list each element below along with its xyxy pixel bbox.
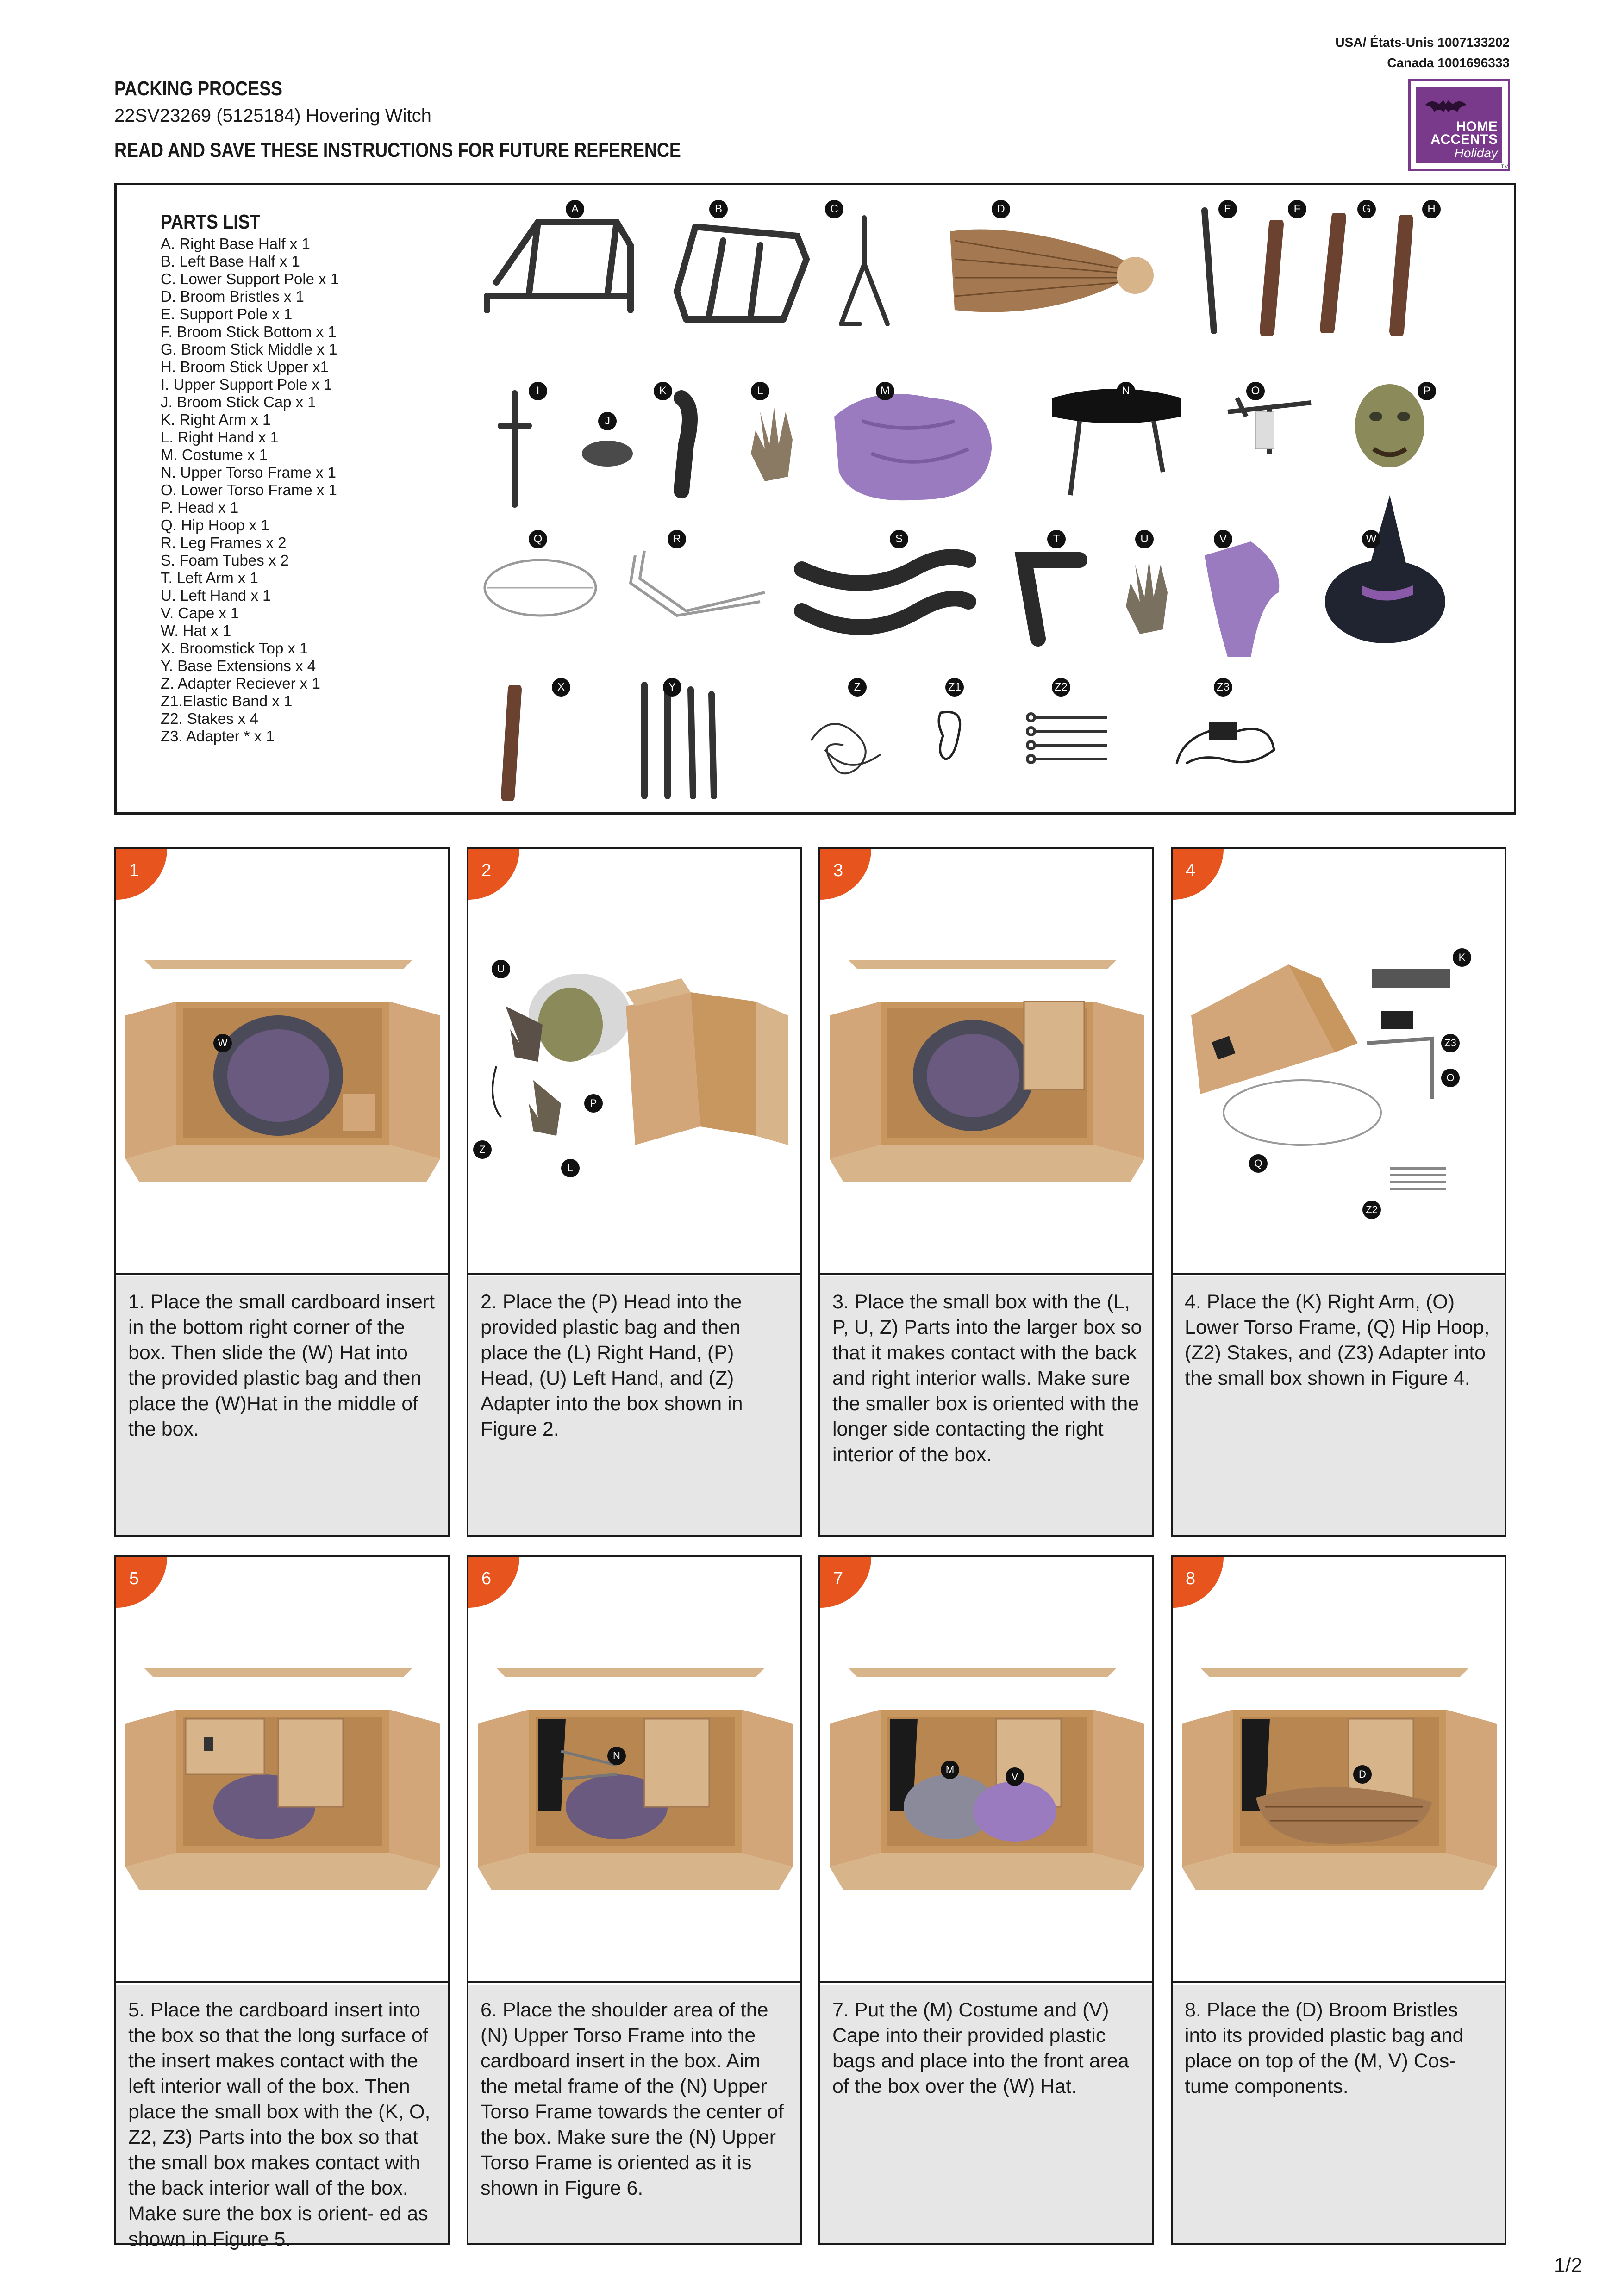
open-box-illustration (125, 1659, 440, 1899)
part-item: H. Broom Stick Upper x1 (161, 358, 329, 375)
costume-illustration (816, 380, 1010, 509)
part-item: F. Broom Stick Bottom x 1 (161, 323, 337, 340)
part-label-y: Y (663, 678, 681, 697)
broom-stick-cap-illustration (580, 435, 635, 472)
left-base-half-illustration (668, 208, 825, 333)
part-item: Z. Adapter Reciever x 1 (161, 675, 320, 692)
step-card (114, 847, 450, 1537)
part-label-u: U (1135, 530, 1154, 548)
callout-q: Q (1249, 1154, 1268, 1173)
step-badge (468, 849, 519, 900)
right-arm-illustration (654, 389, 709, 500)
step-card (467, 847, 802, 1537)
step-text: 3. Place the small box with the (L, P, U, Z) Parts into the larger box so that it makes contact with the back and right interior walls. Make sure the smaller box is oriented with the longer side contacting the right interior of the box. (820, 1276, 1152, 1535)
part-label-i: I (529, 382, 547, 400)
part-item: P. Head x 1 (161, 499, 239, 516)
part-label-s: S (890, 530, 908, 548)
step-figure (1173, 1557, 1505, 1983)
step-figure (468, 849, 800, 1275)
step-number: 4 (1186, 861, 1196, 880)
model-line: 22SV23269 (5125184) Hovering Witch (114, 106, 431, 126)
broomstick-top-illustration (494, 685, 531, 801)
step-figure (820, 1557, 1152, 1983)
logo-line-2: ACCENTS (1430, 132, 1498, 147)
upper-support-pole-illustration (496, 389, 533, 509)
part-item: W. Hat x 1 (161, 622, 231, 639)
left-hand-illustration (1117, 555, 1177, 639)
part-label-z1: Z1 (945, 678, 964, 697)
step-card (1171, 847, 1506, 1537)
bat-icon (1423, 96, 1469, 119)
step-badge (116, 1557, 167, 1608)
logo-line-1: HOME (1456, 119, 1498, 134)
step-badge (1173, 1557, 1224, 1608)
step-number: 2 (481, 861, 492, 880)
cape-illustration (1195, 537, 1288, 662)
part-item: S. Foam Tubes x 2 (161, 552, 289, 569)
part-label-l: L (751, 382, 769, 400)
callout-v: V (1006, 1767, 1024, 1786)
foam-tubes-illustration (793, 541, 978, 648)
support-pole-illustration (1195, 206, 1223, 336)
callout-u: U (492, 960, 510, 978)
step-text: 7. Put the (M) Costume and (V) Cape into their provided plastic bags and place into the front area of the box over the (W) Hat. (820, 1985, 1152, 2243)
parts-heading: PARTS LIST (161, 211, 261, 233)
step-number: 1 (129, 861, 139, 880)
step-card (467, 1555, 802, 2245)
part-item: J. Broom Stick Cap x 1 (161, 393, 316, 411)
part-label-c: C (825, 200, 843, 218)
parts-panel (114, 183, 1516, 815)
trademark: TM (1500, 163, 1509, 170)
open-box-illustration (478, 1659, 793, 1899)
callout-z2: Z2 (1362, 1201, 1381, 1219)
part-label-z2: Z2 (1052, 678, 1070, 697)
part-item: Y. Base Extensions x 4 (161, 657, 316, 674)
usa-code: USA/ États-Unis 1007133202 (1335, 35, 1510, 50)
part-label-t: T (1047, 530, 1066, 548)
broom-bristles-illustration (945, 218, 1158, 324)
step-card (1171, 1555, 1506, 2245)
step-badge (1173, 849, 1224, 900)
step-text: 8. Place the (D) Broom Bristles into its provided plastic bag and place on top of the (M, V) Cos- tume components. (1173, 1985, 1505, 2243)
part-item: Z2. Stakes x 4 (161, 710, 258, 727)
part-item: I. Upper Support Pole x 1 (161, 376, 332, 393)
region-codes (1335, 32, 1510, 73)
callout-l: L (561, 1159, 580, 1177)
lower-support-pole-illustration (827, 213, 901, 333)
right-hand-illustration (742, 403, 802, 486)
upper-torso-frame-illustration (1043, 380, 1191, 500)
part-item: G. Broom Stick Middle x 1 (161, 341, 337, 358)
hip-hoop-illustration (478, 551, 603, 625)
step-badge (820, 1557, 871, 1608)
broom-stick-bottom-illustration (1255, 220, 1288, 336)
step-figure (116, 849, 448, 1275)
step-badge (820, 849, 871, 900)
part-label-x: X (552, 678, 570, 697)
callout-n: N (607, 1747, 626, 1765)
callout-o: O (1441, 1069, 1460, 1087)
part-label-m: M (876, 382, 894, 400)
open-box-illustration (830, 951, 1144, 1191)
step-number: 5 (129, 1569, 139, 1588)
part-label-j: J (598, 412, 617, 430)
adapter-illustration (1168, 703, 1279, 773)
part-label-w: W (1362, 530, 1380, 548)
page-title: PACKING PROCESS (114, 77, 282, 100)
open-box-illustration (125, 951, 440, 1191)
part-label-d: D (992, 200, 1010, 218)
stakes-illustration (1024, 708, 1112, 773)
part-item: A. Right Base Half x 1 (161, 235, 310, 252)
part-item: Q. Hip Hoop x 1 (161, 516, 269, 534)
part-label-k: K (654, 382, 672, 400)
part-item: N. Upper Torso Frame x 1 (161, 464, 337, 481)
part-label-h: H (1422, 200, 1441, 218)
part-label-r: R (668, 530, 686, 548)
broom-stick-middle-illustration (1316, 213, 1348, 333)
parts-and-box-illustration (478, 951, 793, 1191)
part-item: X. Broomstick Top x 1 (161, 640, 308, 657)
part-label-q: Q (529, 530, 547, 548)
part-item: L. Right Hand x 1 (161, 429, 279, 446)
step-number: 3 (833, 861, 843, 880)
part-item: R. Leg Frames x 2 (161, 534, 287, 551)
part-item: O. Lower Torso Frame x 1 (161, 481, 337, 498)
callout-z3: Z3 (1441, 1034, 1460, 1052)
callout-d: D (1353, 1765, 1372, 1784)
logo-line-3: Holiday (1454, 146, 1498, 160)
lower-torso-frame-illustration (1218, 384, 1320, 467)
callout-p: P (584, 1094, 603, 1113)
base-extensions-illustration (631, 680, 723, 801)
step-number: 6 (481, 1569, 492, 1588)
part-item: K. Right Arm x 1 (161, 411, 271, 428)
brand-logo (1408, 79, 1510, 171)
part-item: V. Cape x 1 (161, 604, 239, 622)
part-label-p: P (1418, 382, 1436, 400)
part-item: C. Lower Support Pole x 1 (161, 270, 339, 287)
part-label-g: G (1357, 200, 1376, 218)
callout-m: M (941, 1761, 959, 1779)
leg-frames-illustration (621, 541, 769, 634)
part-label-n: N (1117, 382, 1135, 400)
callout-z: Z (473, 1140, 492, 1159)
step-card (114, 1555, 450, 2250)
step-figure (1173, 849, 1505, 1275)
step-text: 1. Place the small cardboard insert in the bottom right corner of the box. Then slide the (W) Hat into the provided plastic bag and then place the (W)Hat in the middle of the box. (116, 1276, 448, 1535)
part-item: Z1.Elastic Band x 1 (161, 692, 293, 709)
step-text: 6. Place the shoulder area of the (N) Upper Torso Frame into the cardboard insert in the box. Aim the metal frame of the (N) Upper Torso Frame towards the center of the box. Make sure the (N) Upper Torso Frame is oriented as it is shown in Figure 6. (468, 1985, 800, 2243)
read-notice: READ AND SAVE THESE INSTRUCTIONS FOR FUTURE REFERENCE (114, 139, 681, 162)
left-arm-illustration (1006, 546, 1089, 648)
part-item: Z3. Adapter * x 1 (161, 728, 275, 745)
part-item: D. Broom Bristles x 1 (161, 288, 304, 305)
callout-k: K (1453, 948, 1471, 967)
part-item: T. Left Arm x 1 (161, 569, 258, 586)
open-box-illustration (830, 1659, 1144, 1899)
step-badge (468, 1557, 519, 1608)
part-item: E. Support Pole x 1 (161, 305, 293, 323)
step-badge (116, 849, 167, 900)
broom-stick-upper-illustration (1385, 215, 1418, 336)
step-number: 8 (1186, 1569, 1196, 1588)
part-label-o: O (1246, 382, 1265, 400)
part-label-z3: Z3 (1214, 678, 1232, 697)
part-label-e: E (1218, 200, 1237, 218)
part-item: B. Left Base Half x 1 (161, 253, 300, 270)
part-item: U. Left Hand x 1 (161, 587, 271, 604)
step-figure (116, 1557, 448, 1983)
part-label-f: F (1288, 200, 1306, 218)
step-text: 4. Place the (K) Right Arm, (O) Lower Torso Frame, (Q) Hip Hoop, (Z2) Stakes, and (Z3) Adapter into the small box shown in Figure 4. (1173, 1276, 1505, 1535)
callout-w: W (213, 1034, 232, 1052)
step-figure (820, 849, 1152, 1275)
canada-code: Canada 1001696333 (1387, 56, 1510, 70)
step-card (818, 847, 1154, 1537)
step-figure (468, 1557, 800, 1983)
part-label-b: B (709, 200, 728, 218)
step-text: 2. Place the (P) Head into the provided plastic bag and then place the (L) Right Hand, (P) Head, (U) Left Hand, and (Z) Adapter into the box shown in Figure 2. (468, 1276, 800, 1535)
parts-list (161, 235, 339, 745)
right-base-half-illustration (478, 204, 663, 324)
hat-illustration (1320, 491, 1450, 653)
part-label-v: V (1214, 530, 1232, 548)
step-card (818, 1555, 1154, 2245)
open-box-illustration (1182, 1659, 1497, 1899)
part-item: M. Costume x 1 (161, 446, 268, 463)
step-number: 7 (833, 1569, 843, 1588)
step-text: 5. Place the cardboard insert into the box so that the long surface of the insert makes contact with the left interior wall of the box. Then place the small box with the (K, O, Z2, Z3) Parts into the box so that the small box makes contact with the back interior wall of the box. Make sure the box is orient- ed as shown in Figure 5. (116, 1985, 448, 2243)
adapter-receiver-illustration (802, 703, 894, 787)
part-label-z: Z (848, 678, 867, 697)
elastic-band-illustration (927, 703, 973, 768)
part-label-a: A (566, 200, 584, 218)
page-number: 1/2 (1554, 2254, 1582, 2277)
